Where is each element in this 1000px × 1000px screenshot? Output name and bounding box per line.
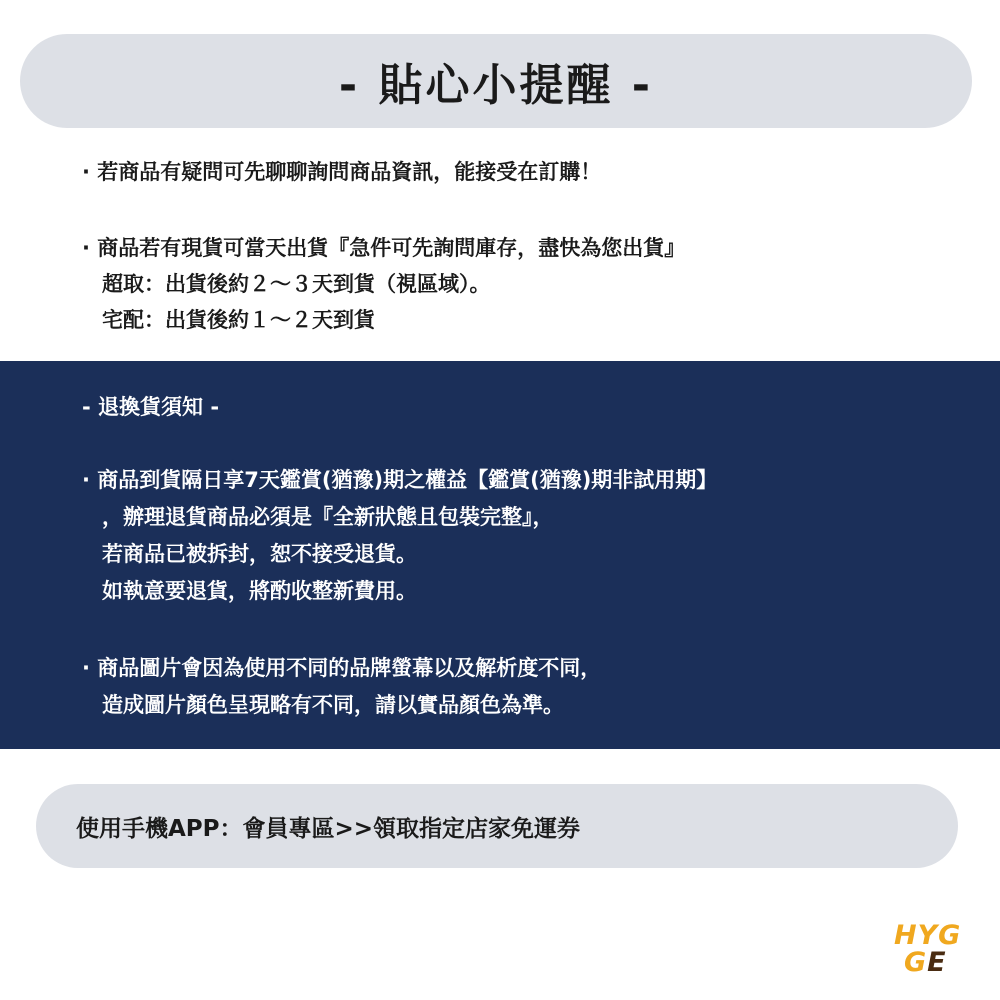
policy-line: 造成圖片顏色呈現略有不同，請以實品顏色為準。 — [102, 693, 564, 717]
note-inquiry: · 若商品有疑問可先聊聊詢問商品資訊，能接受在訂購！ — [82, 160, 602, 184]
note-pickup: 超取：出貨後約２～３天到貨（視區域）。 — [102, 272, 491, 296]
policy-line: · 商品圖片會因為使用不同的品牌螢幕以及解析度不同， — [82, 656, 602, 680]
reminder-notes — [82, 154, 962, 338]
return-policy-heading: - 退換貨須知 - — [82, 395, 220, 419]
policy-line: 若商品已被拆封，恕不接受退貨。 — [102, 542, 417, 566]
policy-line: · 商品到貨隔日享7天鑑賞(猶豫)期之權益【鑑賞(猶豫)期非試用期】 — [82, 468, 718, 492]
return-policy-section — [0, 361, 1000, 749]
policy-line: ，辦理退貨商品必須是『全新狀態且包裝完整』， — [102, 505, 554, 529]
logo-bottom-text: GE — [904, 947, 947, 978]
page-title: - 貼心小提醒 - — [338, 60, 654, 111]
logo-top-text: HYG — [894, 920, 962, 951]
app-coupon-text: 使用手機APP：會員專區>>領取指定店家免運券 — [76, 815, 581, 842]
app-coupon-banner — [36, 784, 958, 868]
note-delivery: 宅配：出貨後約１～２天到貨 — [102, 308, 375, 332]
brand-logo — [894, 922, 974, 982]
title-banner — [20, 34, 972, 128]
policy-line: 如執意要退貨，將酌收整新費用。 — [102, 579, 417, 603]
note-stock: · 商品若有現貨可當天出貨『急件可先詢問庫存，盡快為您出貨』 — [82, 236, 686, 260]
